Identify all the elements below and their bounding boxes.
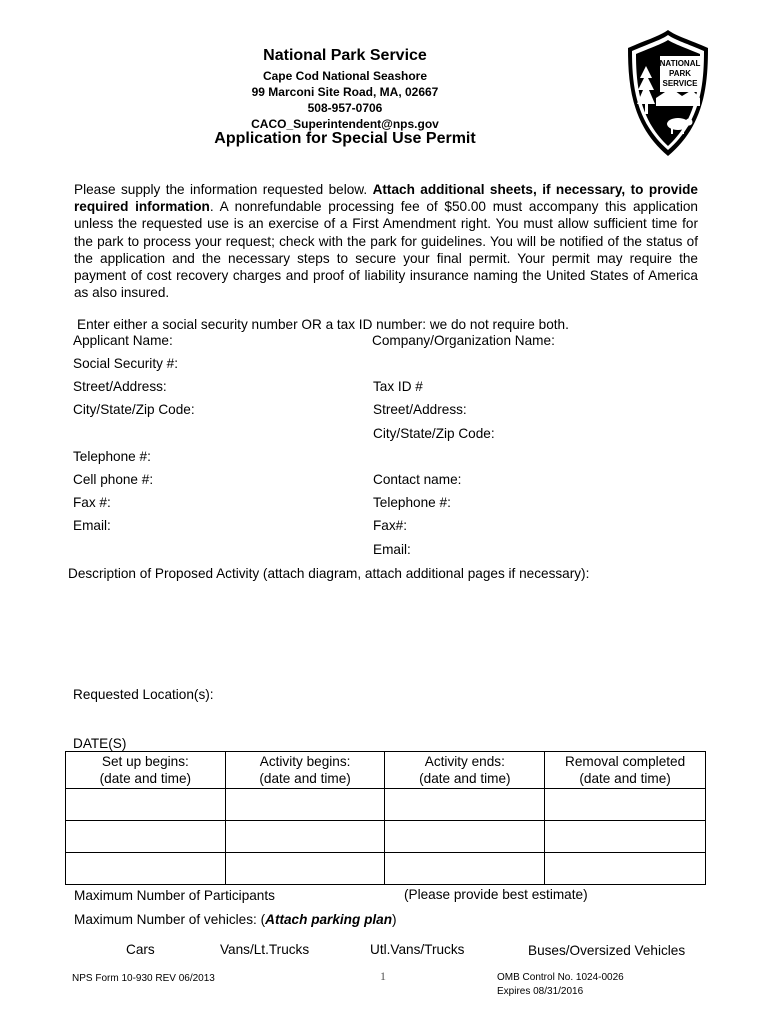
col-activity-ends-line1: Activity ends:	[424, 754, 505, 769]
city-label: City/State/Zip Code:	[73, 402, 195, 417]
org-city-label: City/State/Zip Code:	[373, 426, 495, 441]
col-removal-completed	[545, 752, 706, 789]
form-title: Application for Special Use Permit	[214, 130, 476, 147]
col-setup-line2: (date and time)	[99, 771, 192, 786]
intro-lead: Please supply the information requested below.	[74, 182, 373, 197]
logo-text-national: NATIONAL	[659, 59, 701, 68]
date-cell[interactable]	[225, 789, 385, 821]
fax-label: Fax #:	[73, 495, 111, 510]
description-label: Description of Proposed Activity (attach diagram, attach additional pages if necessary):	[68, 566, 590, 581]
date-cell[interactable]	[225, 821, 385, 853]
dates-label: DATE(S)	[73, 736, 127, 751]
cell-phone-label: Cell phone #:	[73, 472, 154, 487]
date-cell[interactable]	[66, 789, 226, 821]
ssn-note: Enter either a social security number OR a tax ID number: we do not require both.	[77, 317, 569, 332]
agency-title: National Park Service	[263, 47, 427, 64]
omb-expires: Expires 08/31/2016	[497, 986, 584, 997]
vehicle-type-cars: Cars	[126, 942, 155, 957]
telephone-label: Telephone #:	[73, 449, 151, 464]
date-cell[interactable]	[385, 789, 545, 821]
logo-text-park: PARK	[668, 69, 692, 78]
date-cell[interactable]	[66, 821, 226, 853]
ssn-label: Social Security #:	[73, 356, 179, 371]
date-cell[interactable]	[385, 821, 545, 853]
col-activity-begins-line1: Activity begins:	[259, 754, 351, 769]
vehicles-label	[74, 912, 397, 927]
omb-control: OMB Control No. 1024-0026	[497, 972, 624, 983]
email-label: Email:	[73, 518, 111, 533]
col-setup-begins	[66, 752, 226, 789]
col-activity-begins	[225, 752, 385, 789]
table-row	[66, 789, 706, 821]
date-cell[interactable]	[545, 821, 706, 853]
date-cell[interactable]	[225, 853, 385, 885]
park-address: 99 Marconi Site Road, MA, 02667	[251, 85, 439, 99]
col-activity-ends-line2: (date and time)	[419, 771, 511, 786]
participants-estimate-note: (Please provide best estimate)	[404, 887, 588, 902]
org-street-label: Street/Address:	[373, 402, 467, 417]
col-activity-ends	[385, 752, 545, 789]
dates-header-row	[66, 752, 706, 789]
park-name: Cape Cod National Seashore	[262, 69, 428, 83]
participants-label: Maximum Number of Participants	[74, 888, 275, 903]
form-number: NPS Form 10-930 REV 06/2013	[72, 973, 215, 984]
col-setup-line1: Set up begins:	[101, 754, 189, 769]
company-label: Company/Organization Name:	[372, 333, 555, 348]
org-fax-label: Fax#:	[373, 518, 407, 533]
vehicles-label-post: )	[392, 912, 397, 927]
dates-table	[65, 751, 706, 885]
intro-rest: . A nonrefundable processing fee of $50.00 must accompany this application unless the requested use is an exercise of a First Amendment right. You must allow sufficient time for the park to process your request; check with the park for guidelines. You will be notified of the status of the application and the necessary steps to secure your final permit. Your permit may require the payment of cost recovery charges and proof of liability insurance naming the United States of America as also insured.	[74, 199, 698, 301]
table-row	[66, 821, 706, 853]
intro-bold: Attach additional sheets, if necessary, to provide required information	[74, 182, 698, 215]
col-removal-line2: (date and time)	[579, 771, 671, 786]
nps-arrowhead-logo	[616, 26, 716, 160]
date-cell[interactable]	[66, 853, 226, 885]
logo-text-service: SERVICE	[662, 79, 698, 88]
table-row	[66, 853, 706, 885]
intro-paragraph	[74, 181, 698, 301]
vehicle-type-vans: Vans/Lt.Trucks	[220, 942, 310, 957]
parking-plan-note: Attach parking plan	[265, 912, 393, 927]
date-cell[interactable]	[545, 853, 706, 885]
tax-id-label: Tax ID #	[373, 379, 423, 394]
location-label: Requested Location(s):	[73, 687, 214, 702]
street-label: Street/Address:	[73, 379, 167, 394]
col-activity-begins-line2: (date and time)	[259, 771, 351, 786]
col-removal-line1: Removal completed	[565, 754, 686, 769]
page-number: 1	[380, 969, 386, 983]
vehicle-type-buses: Buses/Oversized Vehicles	[528, 943, 686, 958]
date-cell[interactable]	[385, 853, 545, 885]
park-phone: 508-957-0706	[307, 101, 383, 115]
vehicle-type-utl-vans: Utl.Vans/Trucks	[370, 942, 465, 957]
park-email: CACO_Superintendent@nps.gov	[251, 117, 439, 131]
contact-name-label: Contact name:	[373, 472, 462, 487]
applicant-name-label: Applicant Name:	[73, 333, 173, 348]
org-telephone-label: Telephone #:	[373, 495, 451, 510]
org-email-label: Email:	[373, 542, 411, 557]
date-cell[interactable]	[545, 789, 706, 821]
vehicles-label-pre: Maximum Number of vehicles: (	[74, 912, 266, 927]
